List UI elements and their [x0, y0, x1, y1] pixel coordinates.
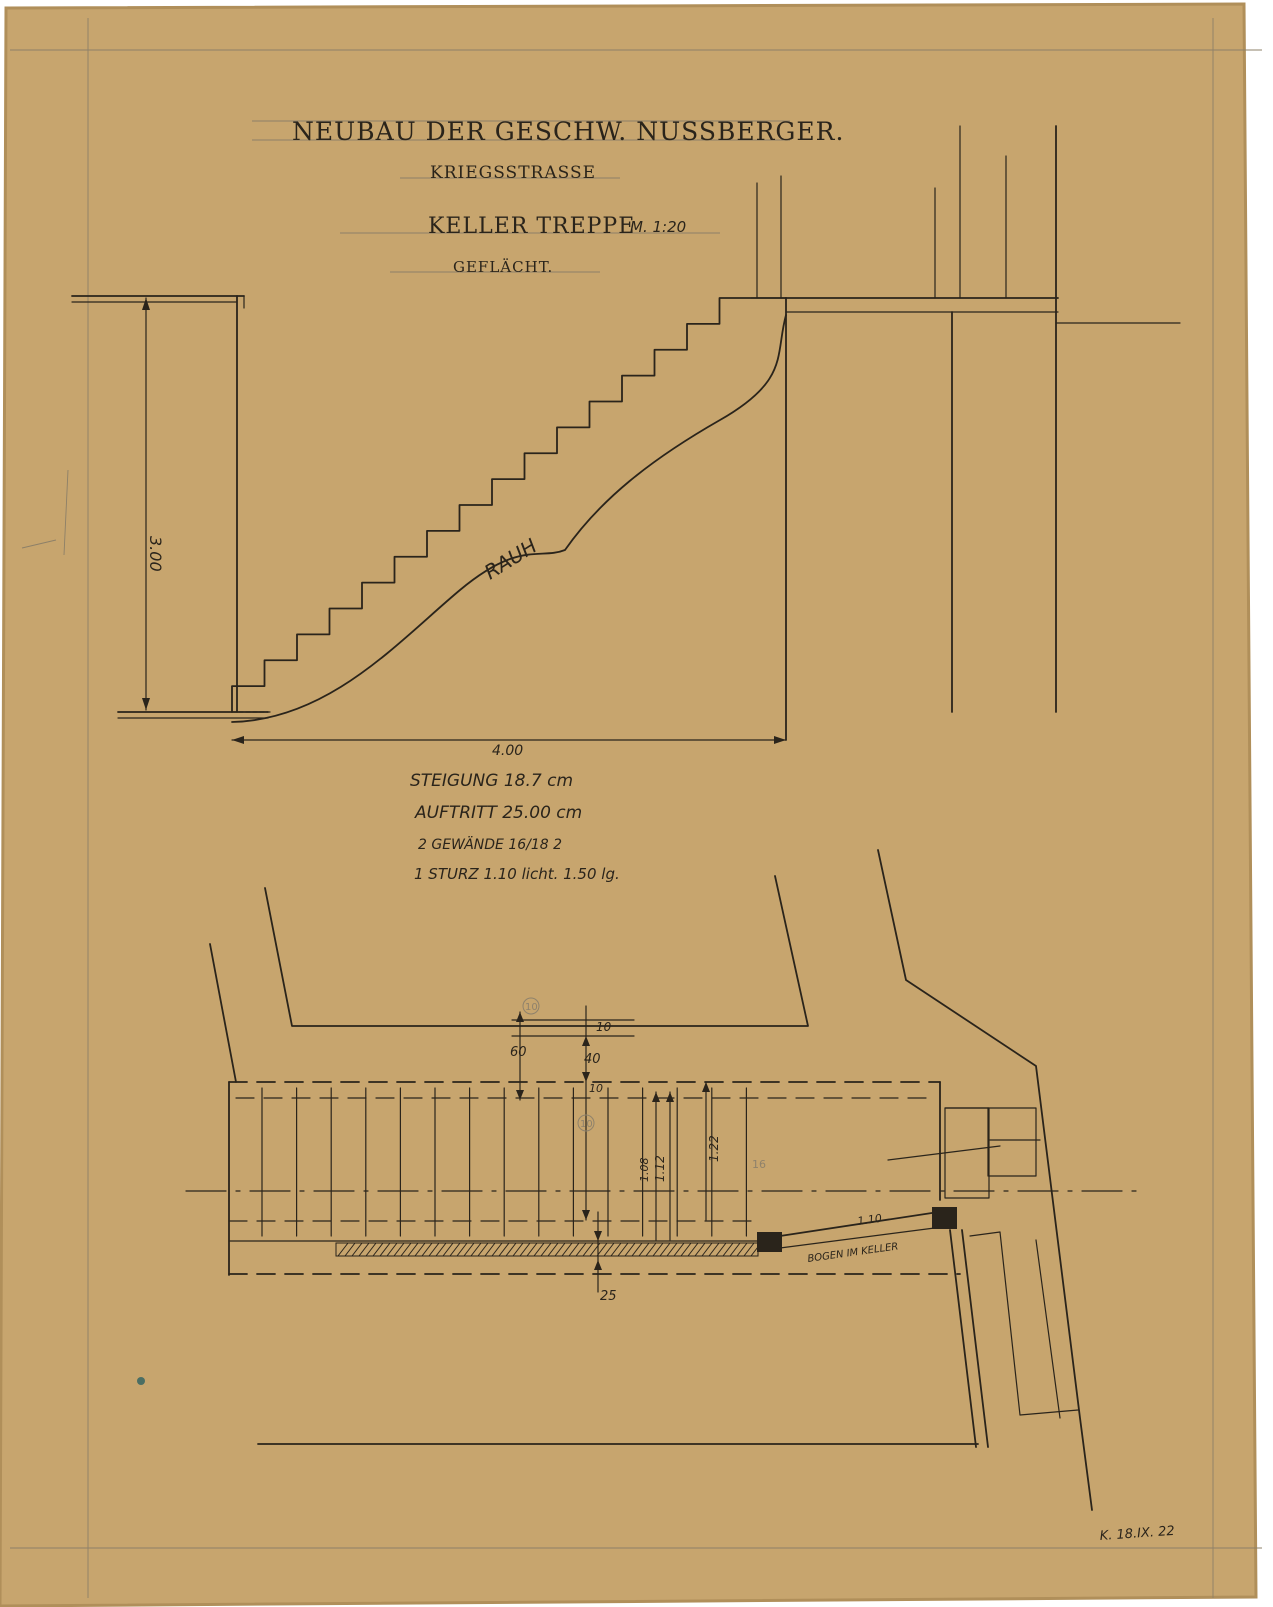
dim-1-08: 1.08: [638, 1157, 651, 1182]
length-dimension: 4.00: [492, 743, 524, 759]
dim-10-mid: 10: [589, 1082, 603, 1095]
arch-support-left: [757, 1232, 782, 1252]
note-steigung: STEIGUNG 18.7 cm: [410, 771, 574, 791]
height-dimension: 3.00: [146, 536, 165, 572]
title-line3: KELLER TREPPE: [428, 214, 636, 239]
dim-1-12: 1.12: [653, 1155, 667, 1182]
dim-40: 40: [584, 1052, 601, 1067]
arch-width: 1.10: [856, 1211, 883, 1228]
paper-background: [0, 4, 1256, 1606]
dim-10-top: 10: [596, 1020, 612, 1034]
dim-1-22: 1.22: [707, 1135, 721, 1162]
note-auftritt: AUFTRITT 25.00 cm: [415, 803, 583, 823]
dim-10-circle-bottom: 10: [580, 1119, 593, 1130]
signature-text: K. 18.IX. 22: [1099, 1523, 1176, 1544]
title-line1: NEUBAU DER GESCHW. NUSSBERGER.: [292, 117, 845, 146]
note-gewaende: 2 GEWÄNDE 16/18 2: [418, 837, 563, 853]
arch-support-right: [932, 1207, 957, 1229]
title-line2: KRIEGSSTRASSE: [430, 163, 597, 183]
title-scale: M. 1:20: [630, 218, 687, 236]
title-line4: GEFLÄCHT.: [453, 258, 554, 276]
ink-dot: [137, 1377, 145, 1385]
note-sturz: 1 STURZ 1.10 licht. 1.50 lg.: [414, 865, 620, 883]
step-number: 16: [752, 1158, 766, 1171]
dim-60: 60: [510, 1045, 527, 1060]
dim-25: 25: [600, 1289, 617, 1304]
rough-label: RAUH: [479, 533, 542, 585]
arch-label: BOGEN IM KELLER: [806, 1241, 900, 1265]
dim-10-circle-top: 10: [525, 1002, 538, 1013]
